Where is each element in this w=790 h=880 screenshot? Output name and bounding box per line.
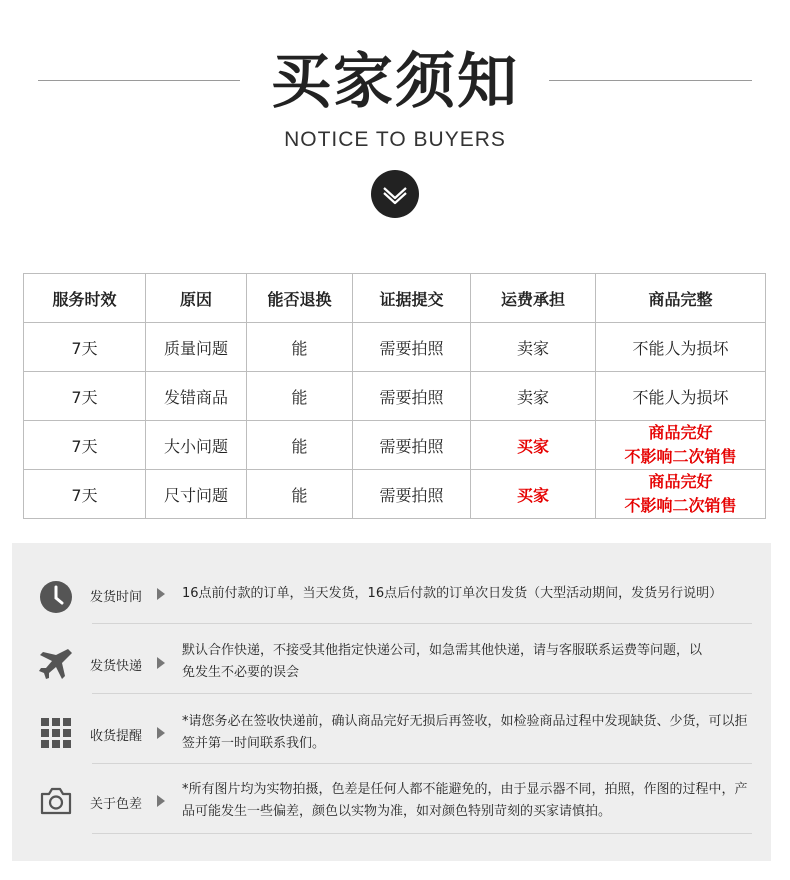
cell-time: 7天 [24, 372, 146, 421]
info-text: *所有图片均为实物拍摄，色差是任何人都不能避免的，由于显示器不同，拍照，作图的过程中，产品可能发生一些偏差，颜色以实物为准，如对颜色特别苛刻的买家请慎拍。 [182, 782, 748, 819]
chevron-down-icon [371, 170, 419, 218]
info-text: 默认合作快递，不接受其他指定快递公司，如急需其他快递，请与客服联系运费等问题，以免发生不必要的误会 [182, 643, 703, 680]
info-row-color-difference [12, 777, 771, 837]
table-row [24, 323, 766, 372]
cell-exchange: 能 [247, 470, 353, 519]
clock-icon [38, 579, 74, 615]
cell-exchange: 能 [247, 323, 353, 372]
camera-icon [38, 783, 74, 819]
divider [92, 623, 752, 624]
cell-shipping: 卖家 [471, 372, 596, 421]
cell-integrity: 不能人为损坏 [596, 372, 766, 421]
airplane-icon [38, 645, 74, 681]
info-label: 发货时间 [90, 590, 143, 605]
integrity-line-1: 商品完好 [648, 472, 713, 491]
cell-shipping: 买家 [471, 470, 596, 519]
cell-evidence: 需要拍照 [353, 323, 471, 372]
info-text: 16点前付款的订单，当天发货，16点后付款的订单次日发货（大型活动期间，发货另行说明） [182, 586, 723, 601]
cell-reason: 质量问题 [146, 323, 247, 372]
returns-policy-table [23, 273, 766, 519]
page-subtitle: NOTICE TO BUYERS [284, 128, 506, 151]
cell-exchange: 能 [247, 421, 353, 470]
triangle-right-icon [157, 727, 165, 739]
cell-reason: 尺寸问题 [146, 470, 247, 519]
cell-evidence: 需要拍照 [353, 372, 471, 421]
divider [92, 833, 752, 834]
cell-integrity [596, 470, 766, 519]
cell-time: 7天 [24, 470, 146, 519]
triangle-right-icon [157, 657, 165, 669]
column-header: 商品完整 [596, 274, 766, 323]
cell-reason: 发错商品 [146, 372, 247, 421]
info-text: *请您务必在签收快递前，确认商品完好无损后再签收，如检验商品过程中发现缺货、少货，可以拒签并第一时间联系我们。 [182, 714, 748, 751]
divider [92, 693, 752, 694]
info-row-receipt [12, 707, 771, 767]
table-row [24, 372, 766, 421]
table-header-row [24, 274, 766, 323]
info-label: 发货快递 [90, 659, 143, 674]
cell-integrity [596, 421, 766, 470]
cell-evidence: 需要拍照 [353, 470, 471, 519]
info-label: 关于色差 [90, 797, 143, 812]
integrity-line-2: 不影响二次销售 [624, 447, 737, 466]
cell-reason: 大小问题 [146, 421, 247, 470]
divider [92, 763, 752, 764]
column-header: 能否退换 [247, 274, 353, 323]
integrity-line-2: 不影响二次销售 [624, 496, 737, 515]
cell-evidence: 需要拍照 [353, 421, 471, 470]
cell-shipping: 卖家 [471, 323, 596, 372]
table-row [24, 421, 766, 470]
cell-exchange: 能 [247, 372, 353, 421]
triangle-right-icon [157, 588, 165, 600]
info-row-courier [12, 635, 771, 695]
triangle-right-icon [157, 795, 165, 807]
table-row [24, 470, 766, 519]
grid-icon [38, 715, 74, 751]
shipping-info-panel [12, 543, 771, 861]
cell-time: 7天 [24, 421, 146, 470]
cell-time: 7天 [24, 323, 146, 372]
column-header: 运费承担 [471, 274, 596, 323]
integrity-line-1: 商品完好 [648, 423, 713, 442]
cell-integrity: 不能人为损坏 [596, 323, 766, 372]
column-header: 服务时效 [24, 274, 146, 323]
info-row-shipping-time [12, 573, 771, 633]
column-header: 证据提交 [353, 274, 471, 323]
info-label: 收货提醒 [90, 729, 143, 744]
column-header: 原因 [146, 274, 247, 323]
page-title: 买家须知 [271, 47, 519, 117]
cell-shipping: 买家 [471, 421, 596, 470]
